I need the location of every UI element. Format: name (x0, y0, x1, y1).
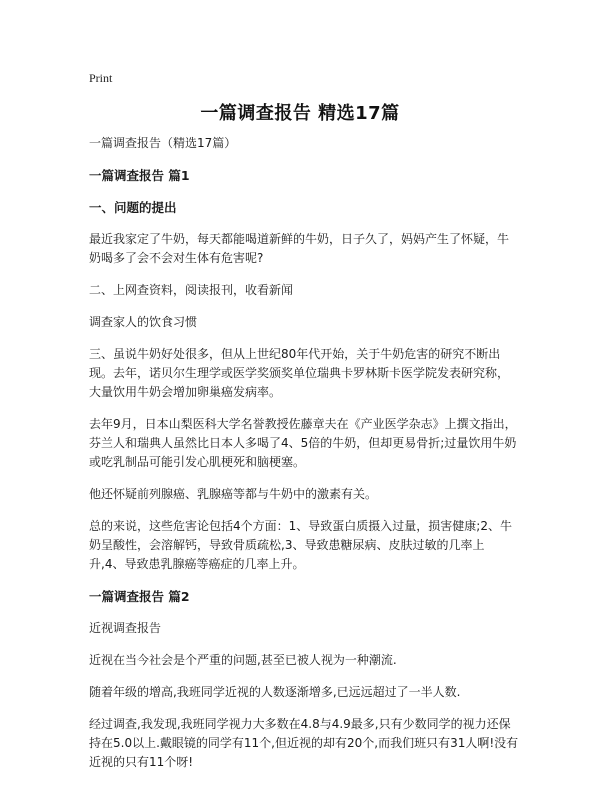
paragraph: 近视调查报告 (89, 621, 162, 635)
article1-section1-heading: 一、问题的提出 (89, 200, 177, 215)
paragraph: 三、虽说牛奶好处很多，但从上世纪80年代开始，关于牛奶危害的研究不断出现。去年，诺贝尔生理学或医学奖颁奖单位瑞典卡罗林斯卡医学院发表研究称，大量饮用牛奶会增加卵巢癌发病率。 (89, 347, 510, 399)
article2-heading: 一篇调查报告 篇2 (89, 589, 190, 604)
subtitle: 一篇调查报告（精选17篇） (89, 136, 237, 150)
paragraph: 去年9月，日本山梨医科大学名誉教授佐藤章夫在《产业医学杂志》上撰文指出，芬兰人和瑞典人虽然比日本人多喝了4、5倍的牛奶，但却更易骨折;过量饮用牛奶或吃乳制品可能引发心肌梗死和脑梗塞。 (89, 417, 517, 469)
paragraph: 总的来说，这些危害论包括4个方面：1、导致蛋白质摄入过量，损害健康;2、牛奶呈酸性，会溶解钙，导致骨质疏松,3、导致患糖尿病、皮肤过敏的几率上升,4、导致患乳腺癌等癌症的几率上升。 (89, 519, 512, 571)
article1-heading: 一篇调查报告 篇1 (89, 168, 190, 183)
page-title: 一篇调查报告 精选17篇 (200, 103, 400, 124)
paragraph: 经过调查,我发现,我班同学视力大多数在4.8与4.9最多,只有少数同学的视力还保持在5.0以上.戴眼镜的同学有11个,但近视的却有20个,而我们班只有31人啊!没有近视的只有11个呀! (89, 717, 519, 769)
paragraph: 他还怀疑前列腺癌、乳腺癌等都与牛奶中的激素有关。 (89, 487, 378, 501)
print-link[interactable]: Print (89, 71, 113, 85)
paragraph: 调查家人的饮食习惯 (89, 315, 198, 329)
paragraph: 随着年级的增高,我班同学近视的人数逐渐增多,已远远超过了一半人数. (89, 685, 461, 699)
article-body (89, 134, 519, 785)
paragraph: 二、上网查资料，阅读报刊，收看新闻 (89, 283, 294, 297)
paragraph: 近视在当今社会是个严重的问题,甚至已被人视为一种潮流. (89, 653, 397, 667)
paragraph: 最近我家定了牛奶，每天都能喝道新鲜的牛奶，日子久了，妈妈产生了怀疑，牛奶喝多了会不会对生体有危害呢? (89, 232, 510, 265)
